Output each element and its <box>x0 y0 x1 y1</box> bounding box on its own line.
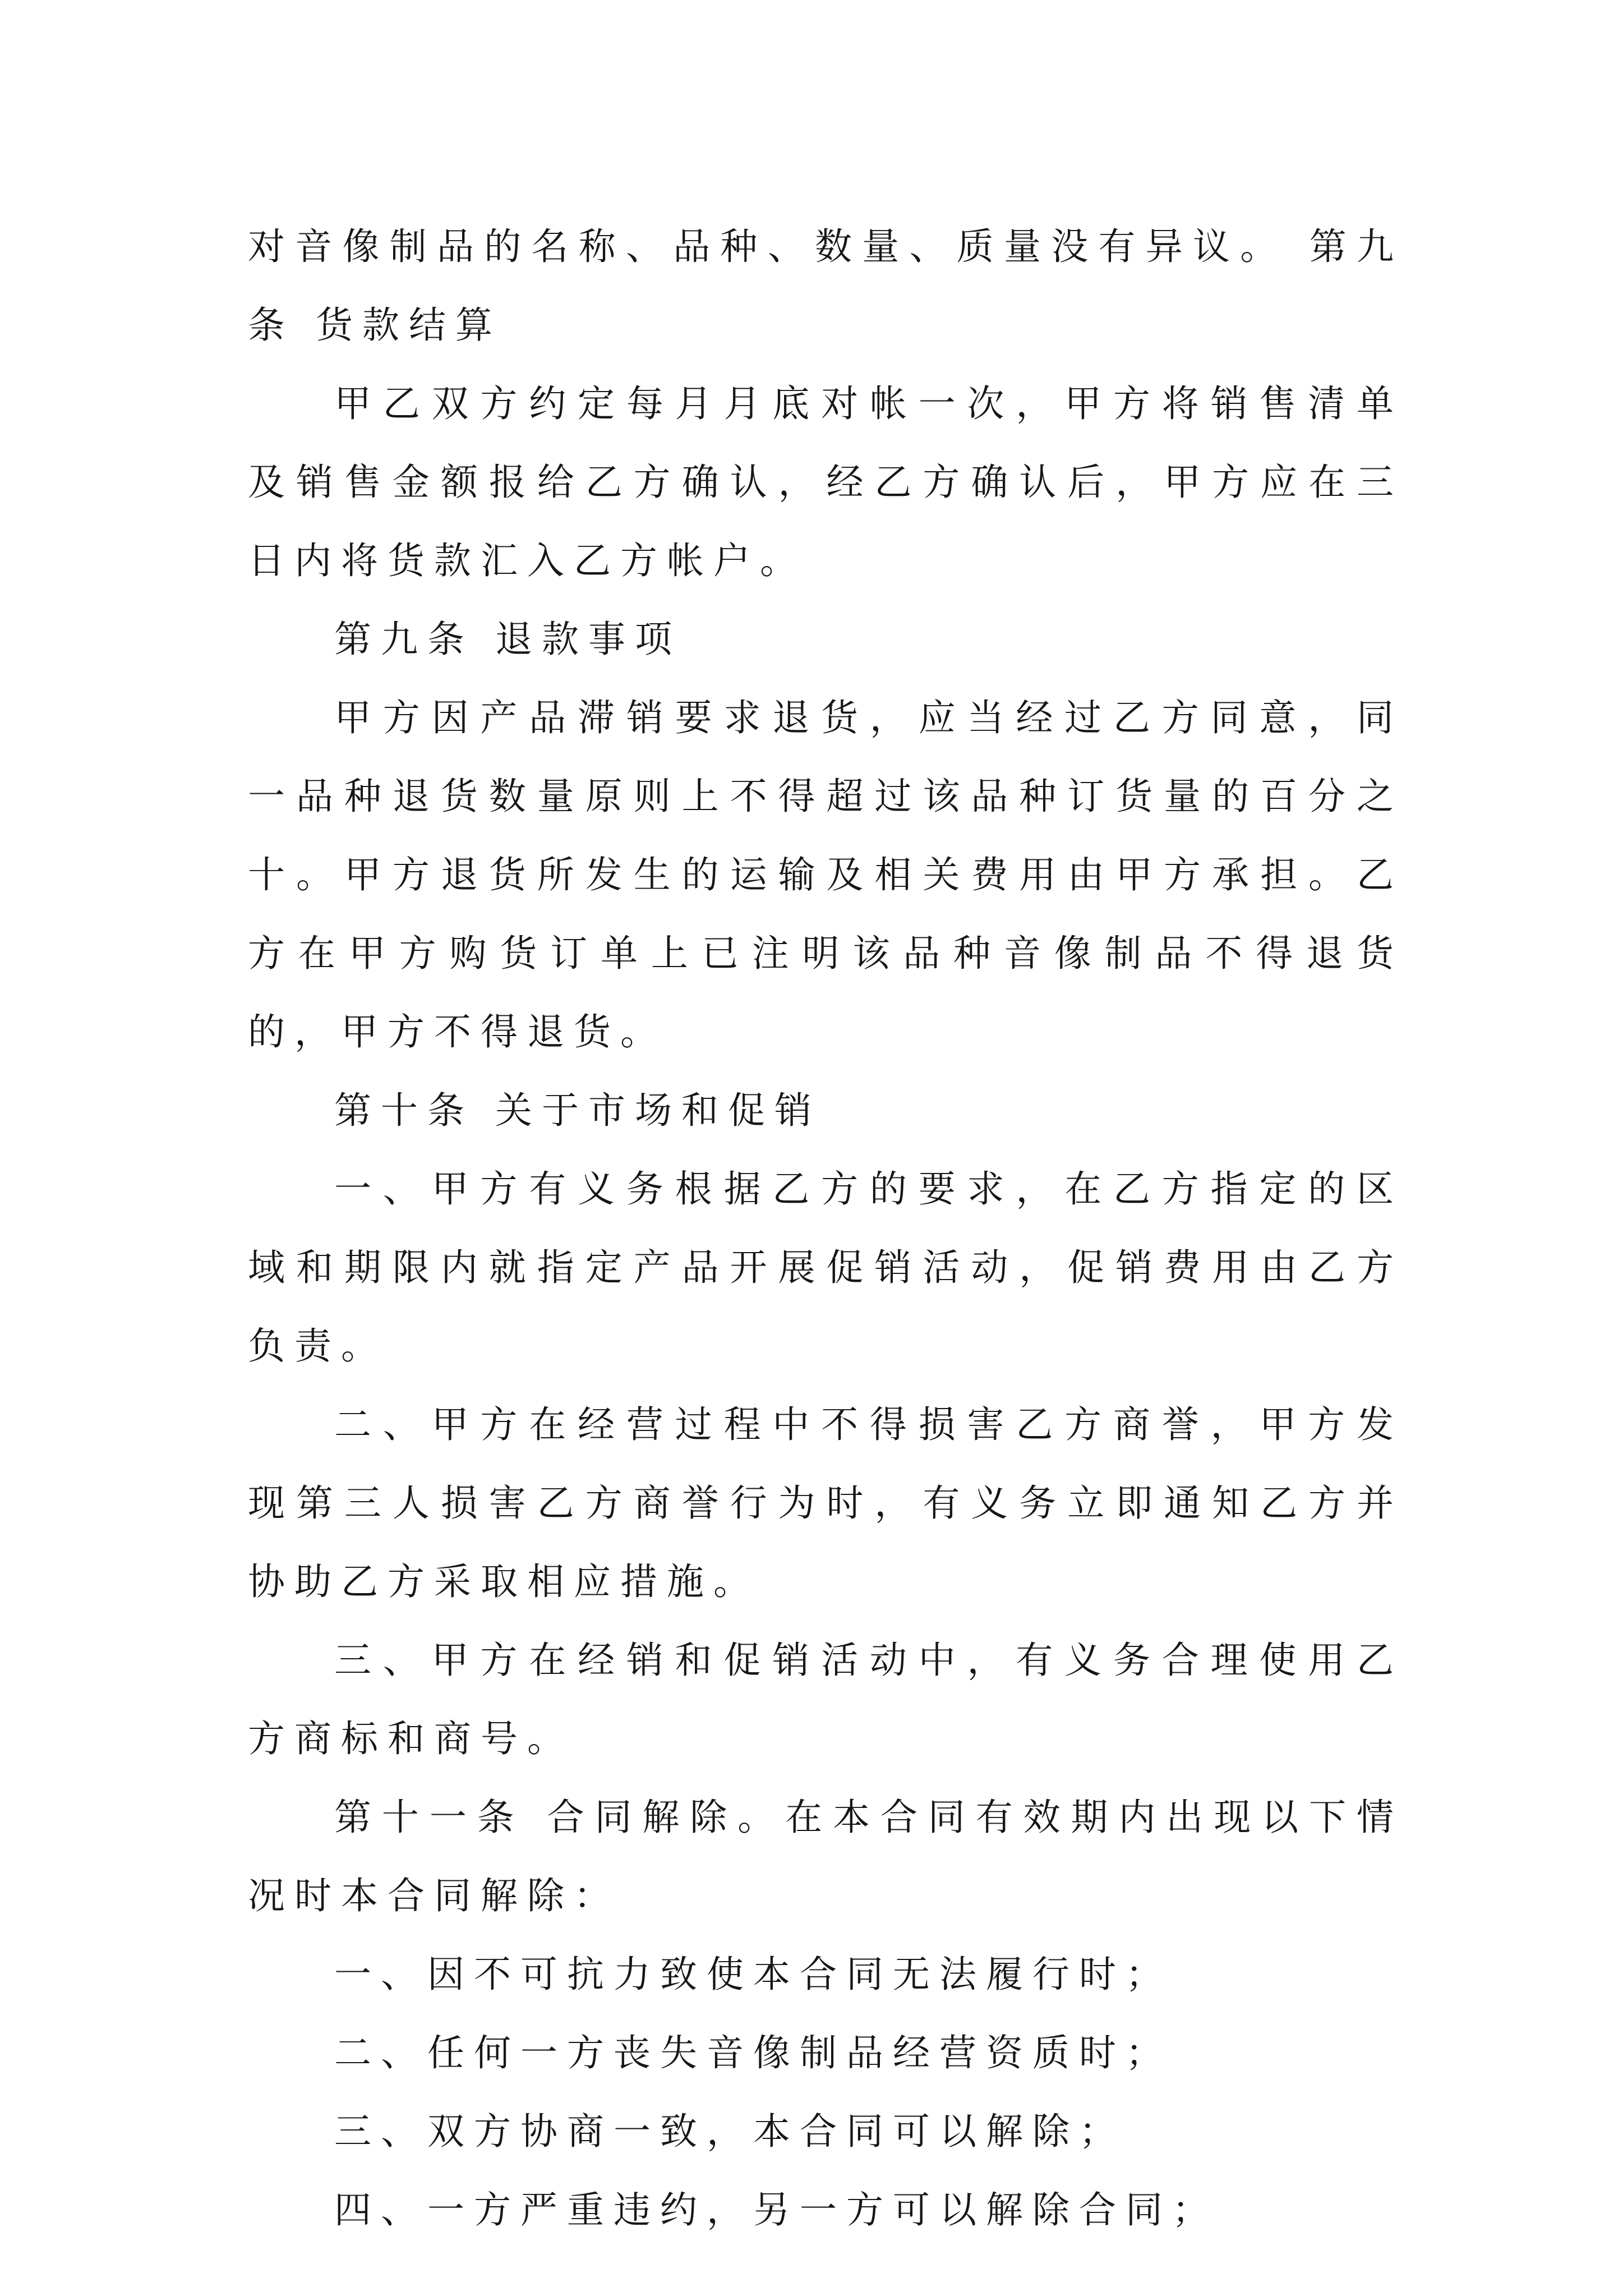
article-heading-market: 第十条 关于市场和促销 <box>334 1089 821 1132</box>
termination-item-1: 一、因不可抗力致使本合同无法履行时； <box>334 1953 1172 1996</box>
termination-item-2: 二、任何一方丧失音像制品经营资质时； <box>334 2031 1172 2074</box>
paragraph-continuation: 对音像制品的名称、品种、数量、质量没有异议。 第九条 货款结算 <box>248 225 1403 347</box>
paragraph-market-2: 二、甲方在经营过程中不得损害乙方商誉，甲方发现第三人损害乙方商誉行为时，有义务立即通知乙方并协助乙方采取相应措施。 <box>248 1403 1403 1603</box>
paragraph-market-1: 一、甲方有义务根据乙方的要求，在乙方指定的区域和期限内就指定产品开展促销活动，促销费用由乙方负责。 <box>248 1167 1403 1368</box>
article-heading-refund: 第九条 退款事项 <box>334 618 681 661</box>
paragraph-market-3: 三、甲方在经销和促销活动中，有义务合理使用乙方商标和商号。 <box>248 1639 1403 1760</box>
termination-item-4: 四、一方严重违约，另一方可以解除合同； <box>334 2188 1219 2231</box>
article-heading-termination: 第十一条 合同解除。在本合同有效期内出现以下情况时本合同解除： <box>248 1796 1403 1917</box>
paragraph-refund: 甲方因产品滞销要求退货，应当经过乙方同意，同一品种退货数量原则上不得超过该品种订货量的百分之十。甲方退货所发生的运输及相关费用由甲方承担。乙方在甲方购货订单上已注明该品种音像制品不得退货的，甲方不得退货。 <box>248 696 1403 1053</box>
termination-item-3: 三、双方协商一致，本合同可以解除； <box>334 2110 1126 2153</box>
contract-body <box>248 208 1403 2249</box>
paragraph-settlement: 甲乙双方约定每月月底对帐一次，甲方将销售清单及销售金额报给乙方确认，经乙方确认后，甲方应在三日内将货款汇入乙方帐户。 <box>248 382 1403 582</box>
